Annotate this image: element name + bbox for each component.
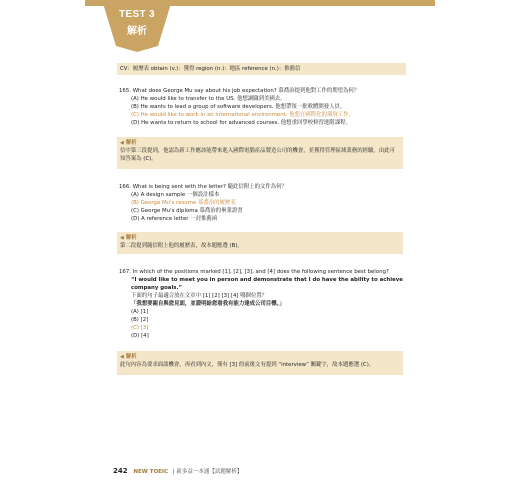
explanation-167 (117, 351, 403, 375)
triangle-icon: ◀ (120, 140, 124, 146)
option-d: (D) He wants to return to school for advanced courses. 他想重回學校修習進階課程。 (131, 120, 351, 126)
test-badge (102, 0, 172, 52)
explanation-text: 信中第三段提到，他認為新工作應該能帶來進入國際電腦產品製造公司的機會，並獲得管理區域業務的經驗。由此可知答案為 (C)。 (120, 148, 395, 162)
triangle-icon: ◀ (120, 354, 124, 360)
triangle-icon: ◀ (120, 235, 124, 241)
option-c-answer: (C) [3] (131, 325, 149, 331)
option-b-answer: (B) George Mu's resume 慕喬治的履歷表 (131, 200, 236, 206)
explanation-165 (117, 137, 403, 169)
footer-subtitle: | 新多益一本通【試題解析】 (172, 469, 243, 475)
section-label: 解析 (127, 26, 147, 37)
vocabulary-box: CV：履歷表 obtain (v.)：獲得 region (n.)：地區 reference (n.)：推薦信 (117, 63, 406, 75)
explanation-header: ◀ 解析 (120, 140, 137, 146)
page-number: 242 (113, 467, 128, 475)
question-166 (119, 183, 409, 223)
option-c-answer: (C) He would like to work in an international environment. 他想在國際化的環境工作。 (131, 112, 354, 118)
page-footer (113, 467, 242, 475)
option-b: (B) He wants to lead a group of software developers. 他想帶領一批軟體開發人員。 (131, 104, 346, 110)
footer-brand: NEW TOEIC (133, 469, 168, 475)
test-label: TEST 3 (119, 9, 155, 20)
chinese-stem: 下面的句子最適合放在文章中 [1] [2] [3] [4] 哪個位置？ (131, 293, 268, 299)
quoted-sentence-line-2: company goals.” (131, 285, 183, 291)
chinese-quote: 「我想要親自與您見面，並證明給您看我有能力達成公司目標。」 (131, 301, 285, 307)
question-stem: 167. In which of the positions marked [1], [2], [3], and [4] does the following sentence best belong? (119, 269, 389, 275)
option-a: (A) He would like to transfer to the US. 他想調職到美國去。 (131, 96, 286, 102)
question-167 (119, 268, 409, 340)
option-a: (A) A design sample 一個設計樣本 (131, 192, 220, 198)
option-b: (B) [2] (131, 317, 149, 323)
option-d: (D) [4] (131, 333, 149, 339)
question-stem: 166. What is being sent with the letter? 隨此信附上的文件為何？ (119, 184, 287, 190)
option-c: (C) George Mu's diploma 慕喬治的畢業證書 (131, 208, 243, 214)
explanation-header: ◀ 解析 (120, 235, 137, 241)
explanation-text: 第二段提到隨信附上他的履歷表，故本題應選 (B)。 (120, 243, 243, 249)
option-d: (D) A reference letter 一封推薦函 (131, 216, 218, 222)
question-165 (119, 87, 409, 127)
explanation-166 (117, 232, 403, 254)
question-stem: 165. What does George Mu say about his job expectation? 慕喬治提到他對工作的期望為何？ (119, 88, 360, 94)
explanation-text: 此句內容為要求面談機會，再看到內文，僅有 [3] 的前後文有提到 “interview” 關鍵字，故本題應選 (C)。 (120, 362, 375, 368)
quoted-sentence-line-1: “I would like to meet you in person and demonstrate that I do have the ability to achieve (131, 277, 403, 283)
explanation-header: ◀ 解析 (120, 354, 137, 360)
option-a: (A) [1] (131, 309, 149, 315)
